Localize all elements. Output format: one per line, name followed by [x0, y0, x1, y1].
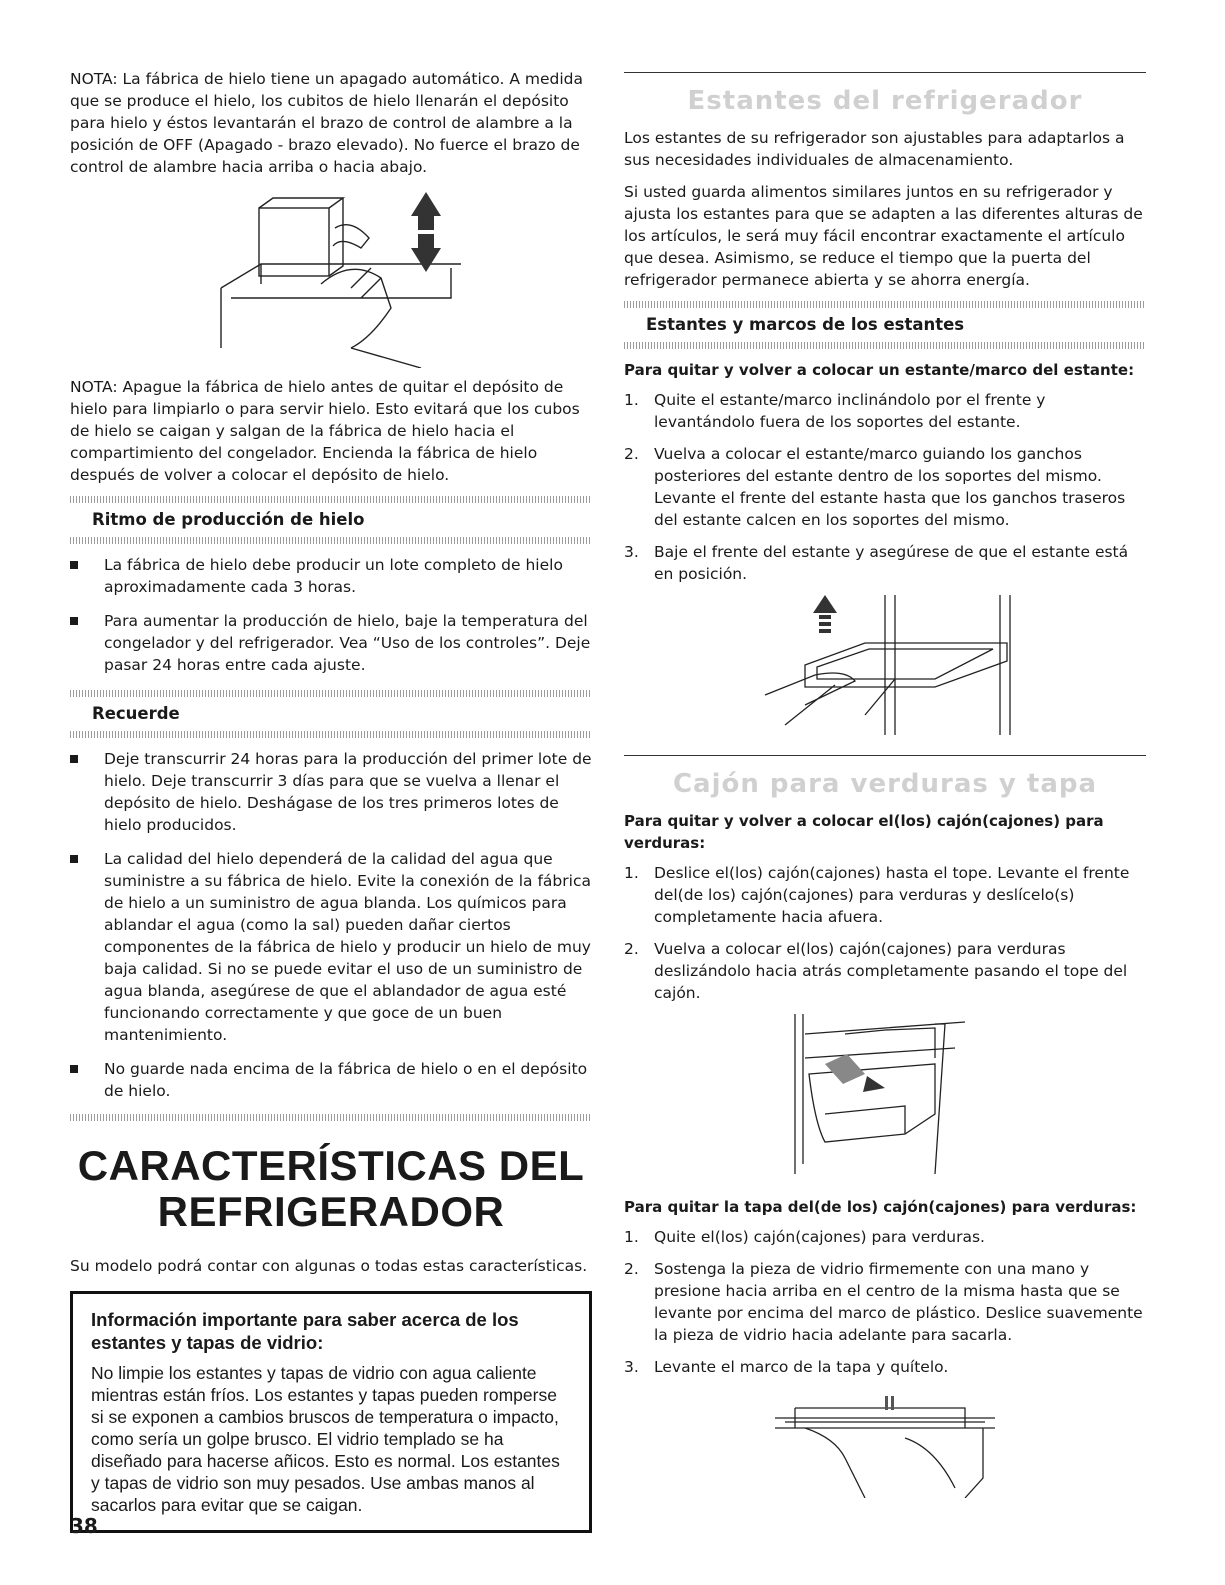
section-rule: [624, 342, 1146, 349]
list-item: 2. Vuelva a colocar el estante/marco guiando los ganchos posteriores del estante dentro de los soportes del mismo. Levante el frente del estante hasta que los ganchos traseros del estante calcen en los soportes del mismo.: [624, 445, 1126, 529]
remember-list: [70, 748, 592, 1102]
chapter-title-line1: CARACTERÍSTICAS DEL: [77, 1142, 585, 1189]
shelf-steps: [624, 389, 1146, 585]
shelves-frames-heading: Estantes y marcos de los estantes: [646, 315, 965, 334]
page-number: 38: [70, 1514, 98, 1538]
shelves-section-title: Estantes del refrigerador: [687, 86, 1083, 116]
crisper-cover-illustration: [624, 1388, 1146, 1498]
right-column: [624, 68, 1146, 1498]
crisper-remove-subheading: Para quitar y volver a colocar el(los) cajón(cajones) para verduras:: [624, 812, 1104, 852]
list-item: 3. Baje el frente del estante y asegúrese de que el estante está en posición.: [624, 543, 1129, 583]
section-divider: [624, 72, 1146, 73]
info-box-title: Información importante para saber acerca de los estantes y tapas de vidrio:: [91, 1309, 519, 1353]
ice-rate-list: [70, 554, 592, 676]
shelves-paragraph-2: Si usted guarda alimentos similares juntos en su refrigerador y ajusta los estantes para que se adapten a las diferentes alturas de los artículos, le será muy fácil encontrar exactamente el artículo que desea. Asimismo, se reduce el tiempo que la puerta del refrigerador permanece abierta y se ahorra energía.: [624, 183, 1143, 289]
left-column: [70, 68, 592, 1533]
info-box-body: No limpie los estantes y tapas de vidrio con agua caliente mientras están fríos. Los estantes y tapas pueden romperse si se exponen a cambios bruscos de temperatura o impacto, como sería un golpe brusco. El vidrio templado se ha diseñado para hacerse añicos. Esto es normal. Los estantes y tapas de vidrio son muy pesados. Use ambas manos al sacarlos para evitar que se caigan.: [91, 1363, 560, 1515]
glass-shelves-info-box: [70, 1291, 592, 1533]
section-rule: [70, 537, 592, 544]
crisper-section-title: Cajón para verduras y tapa: [672, 769, 1098, 799]
shelves-paragraph-1: Los estantes de su refrigerador son ajustables para adaptarlos a sus necesidades individuales de almacenamiento.: [624, 129, 1125, 169]
chapter-title-line2: REFRIGERADOR: [157, 1188, 505, 1235]
model-note: Su modelo podrá contar con algunas o todas estas características.: [70, 1257, 588, 1275]
list-item: 1. Quite el(los) cajón(cajones) para verduras.: [624, 1228, 985, 1246]
ice-maker-note-off: NOTA: Apague la fábrica de hielo antes de quitar el depósito de hielo para limpiarlo o para servir hielo. Esto evitará que los cubos de hielo se caigan y salgan de la fábrica de hielo hacia el compartimiento del congelador. Encienda la fábrica de hielo después de volver a colocar el depósito de hielo.: [70, 378, 580, 484]
cover-steps: [624, 1226, 1146, 1378]
list-item: Deje transcurrir 24 horas para la producción del primer lote de hielo. Deje transcurrir 3 días para que se vuelva a llenar el depósito de hielo. Deshágase de los tres primeros lotes de hielo producidos.: [70, 748, 592, 836]
list-item: 2. Sostenga la pieza de vidrio firmemente con una mano y presione hacia arriba en el centro de la misma hasta que se levante por encima del marco de plástico. Deslice suavemente la pieza de vidrio hacia adelante para sacarla.: [624, 1260, 1143, 1344]
list-item: La fábrica de hielo debe producir un lote completo de hielo aproximadamente cada 3 horas.: [70, 554, 592, 598]
section-rule: [70, 1114, 592, 1121]
ice-maker-note-shutoff: NOTA: La fábrica de hielo tiene un apagado automático. A medida que se produce el hielo, los cubitos de hielo llenarán el depósito para hielo y éstos levantarán el brazo de control de alambre a la posición de OFF (Apagado - brazo elevado). No fuerce el brazo de control de alambre hacia arriba o hacia abajo.: [70, 70, 584, 176]
section-divider: [624, 755, 1146, 756]
list-item: No guarde nada encima de la fábrica de hielo o en el depósito de hielo.: [70, 1058, 592, 1102]
section-rule: [70, 690, 592, 697]
ice-maker-illustration: [70, 188, 592, 368]
crisper-steps: [624, 862, 1146, 1004]
list-item: 1. Quite el estante/marco inclinándolo por el frente y levantándolo fuera de los soportes del estante.: [624, 391, 1046, 431]
cover-remove-subheading: Para quitar la tapa del(de los) cajón(cajones) para verduras:: [624, 1198, 1137, 1216]
list-item: Para aumentar la producción de hielo, baje la temperatura del congelador y del refrigerador. Vea “Uso de los controles”. Deje pasar 24 horas entre cada ajuste.: [70, 610, 592, 676]
chapter-title: [70, 1143, 592, 1235]
remember-heading: Recuerde: [92, 704, 180, 723]
section-rule: [70, 496, 592, 503]
crisper-illustration: [624, 1014, 1146, 1174]
list-item: 3. Levante el marco de la tapa y quítelo.: [624, 1358, 949, 1376]
list-item: 1. Deslice el(los) cajón(cajones) hasta el tope. Levante el frente del(de los) cajón(cajones) para verduras y deslícelo(s) completamente hacia afuera.: [624, 864, 1130, 926]
list-item: 2. Vuelva a colocar el(los) cajón(cajones) para verduras deslizándolo hacia atrás completamente pasando el tope del cajón.: [624, 940, 1128, 1002]
ice-rate-heading: Ritmo de producción de hielo: [92, 510, 365, 529]
shelf-remove-subheading: Para quitar y volver a colocar un estante/marco del estante:: [624, 361, 1135, 379]
list-item: La calidad del hielo dependerá de la calidad del agua que suministre a su fábrica de hielo. Evite la conexión de la fábrica de hielo a un suministro de agua blanda. Los químicos para ablandar el agua (como la sal) pueden dañar ciertos componentes de la fábrica de hielo y producir un hielo de muy baja calidad. Si no se puede evitar el uso de un suministro de agua blanda, asegúrese de que el ablandador de agua esté funcionando correctamente y que goce de un buen mantenimiento.: [70, 848, 592, 1046]
section-rule: [70, 731, 592, 738]
section-rule: [624, 301, 1146, 308]
shelf-illustration: [624, 595, 1146, 735]
